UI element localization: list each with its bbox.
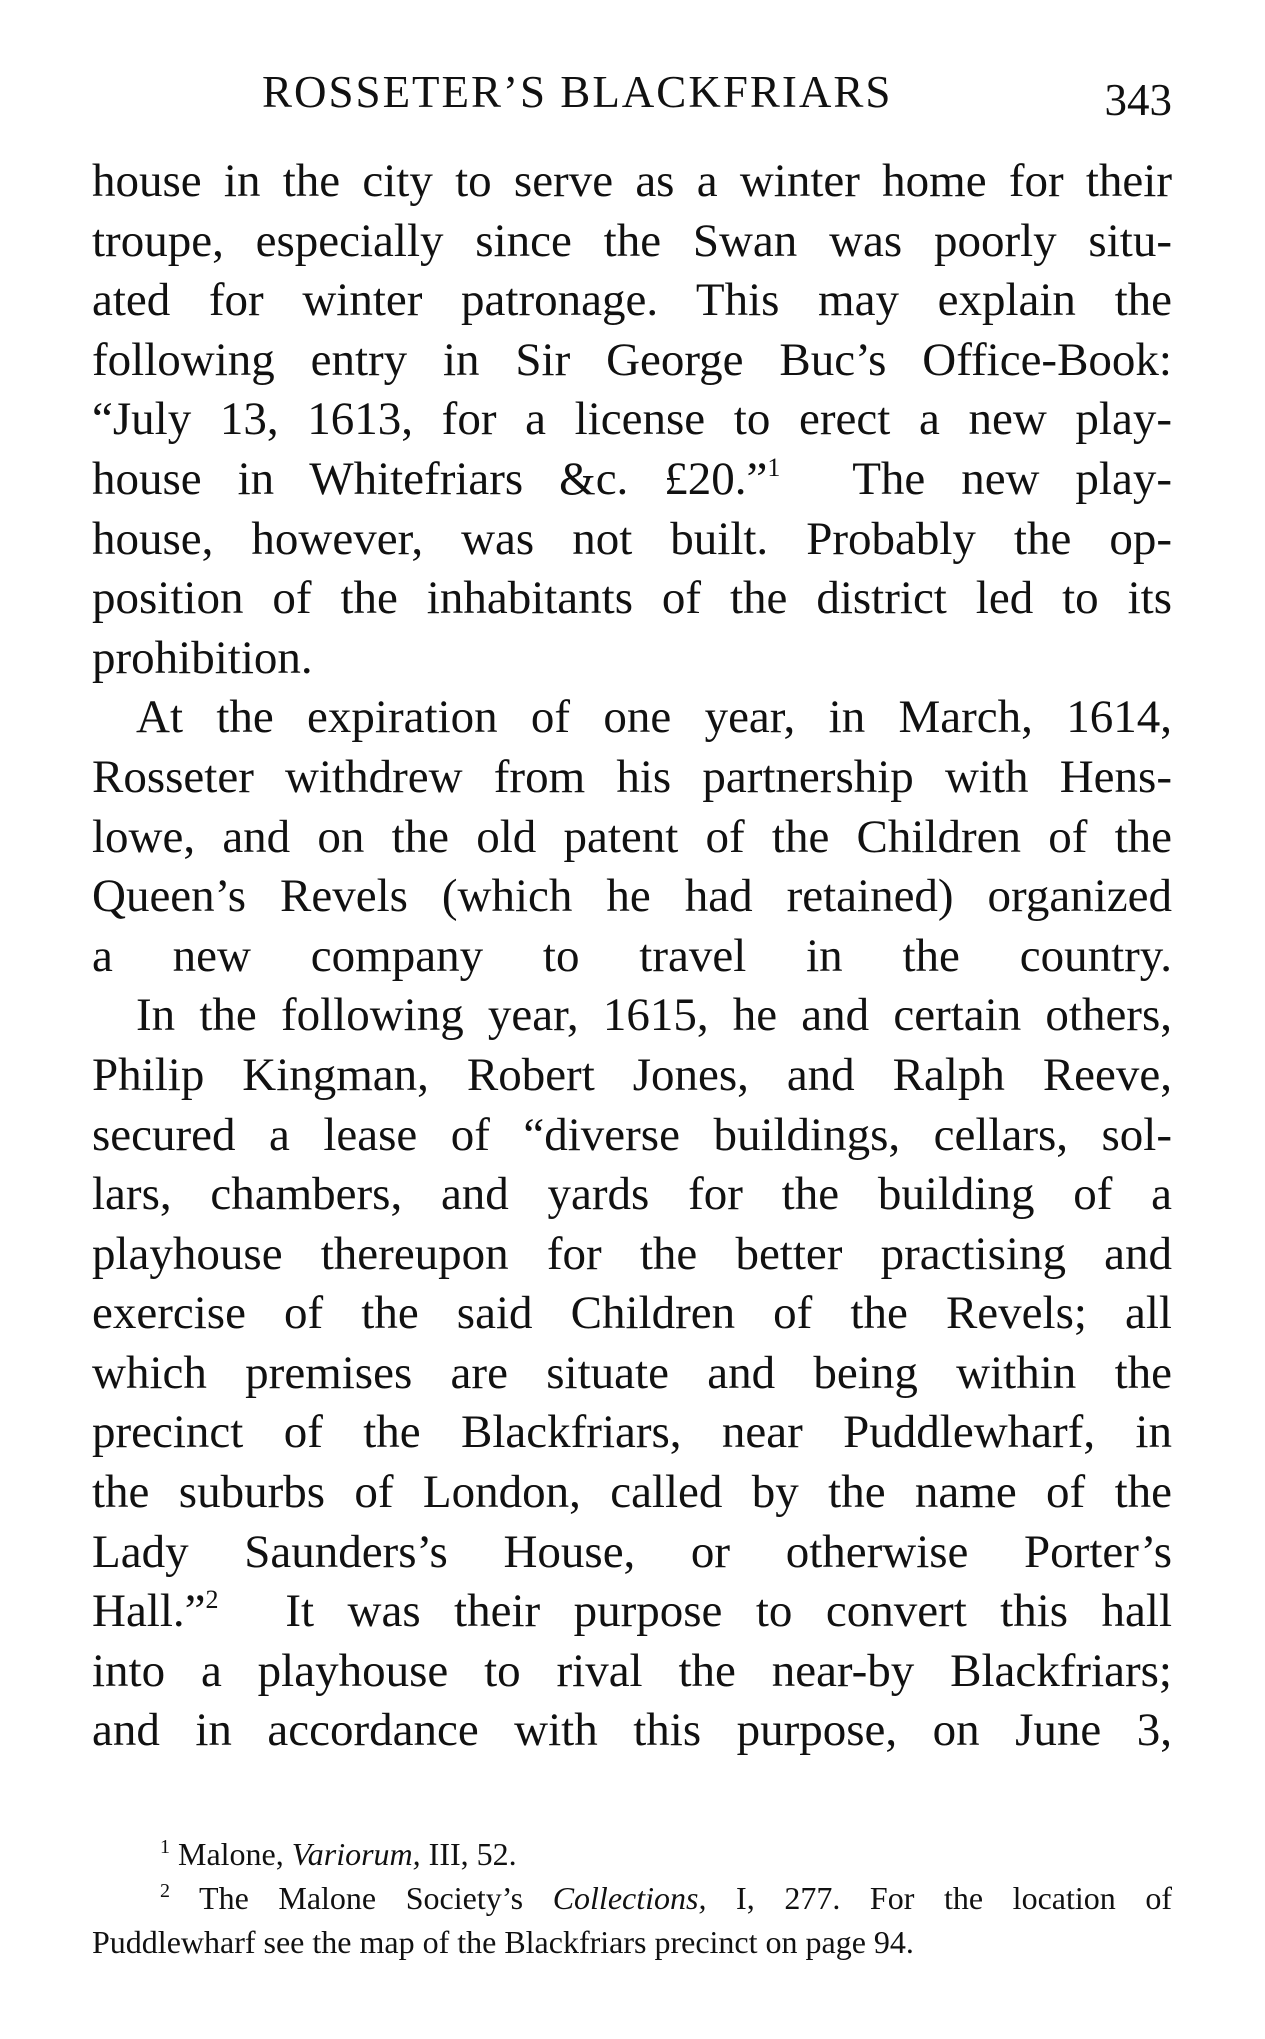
text-line: “July 13, 1613, for a license to erect a new play- xyxy=(92,393,1172,446)
text-line: At the expiration of one year, in March, 1614, xyxy=(136,691,1172,744)
text-line: precinct of the Blackfriars, near Puddlewharf, in xyxy=(92,1406,1172,1459)
footnote-ref-2[interactable]: 2 xyxy=(205,1585,219,1615)
running-title: ROSSETER’S BLACKFRIARS xyxy=(262,67,893,117)
text-line: following entry in Sir George Buc’s Office-Book: xyxy=(92,333,1172,386)
text-line xyxy=(92,1582,1172,1642)
footnote-mark: 1 xyxy=(160,1836,170,1858)
footnote-2 xyxy=(92,1876,1172,1920)
text-line: and in accordance with this purpose, on June 3, xyxy=(92,1704,1172,1757)
text-line: exercise of the said Children of the Revels; all xyxy=(92,1287,1172,1340)
footnote-ref-1[interactable]: 1 xyxy=(767,452,781,482)
footnote-2-continuation: Puddlewharf see the map of the Blackfriars precinct on page 94. xyxy=(92,1924,914,1960)
text-segment: house in Whitefriars &c. £20.” xyxy=(92,452,768,505)
footnote-text: III, 52. xyxy=(420,1836,517,1872)
footnote-title: Variorum, xyxy=(291,1836,421,1872)
paragraph-2 xyxy=(92,688,1172,986)
text-line: house, however, was not built. Probably the op- xyxy=(92,512,1172,565)
footnote-text: I, 277. For the location of xyxy=(706,1880,1172,1916)
text-line: lowe, and on the old patent of the Children of the xyxy=(92,810,1172,863)
paragraph-3 xyxy=(92,986,1172,1761)
text-line: house in the city to serve as a winter home for their xyxy=(92,155,1172,207)
text-line: lars, chambers, and yards for the building of a xyxy=(92,1168,1172,1221)
running-head xyxy=(92,62,1172,125)
text-line: a new company to travel in the country. xyxy=(92,929,1172,982)
text-line: Lady Saunders’s House, or otherwise Porter’s xyxy=(92,1525,1172,1578)
text-line: position of the inhabitants of the district led to its xyxy=(92,572,1172,625)
text-line: secured a lease of “diverse buildings, cellars, sol- xyxy=(92,1108,1172,1161)
footnote-title: Collections, xyxy=(552,1880,707,1916)
body-text xyxy=(92,152,1172,1761)
text-segment: The new play- xyxy=(852,452,1172,505)
text-line: Philip Kingman, Robert Jones, and Ralph Reeve, xyxy=(92,1048,1172,1101)
footnote-mark: 2 xyxy=(160,1880,170,1902)
text-line: which premises are situate and being within the xyxy=(92,1346,1172,1399)
text-line xyxy=(92,450,1172,510)
text-line: prohibition. xyxy=(92,631,313,684)
page-number: 343 xyxy=(1104,75,1172,125)
text-line: Queen’s Revels (which he had retained) organized xyxy=(92,870,1172,923)
text-line: playhouse thereupon for the better practising and xyxy=(92,1227,1172,1280)
footnotes xyxy=(92,1832,1172,1964)
text-segment: It was their purpose to convert this hall xyxy=(285,1585,1172,1638)
text-line: into a playhouse to rival the near-by Blackfriars; xyxy=(92,1644,1172,1697)
footnote-text: Malone, xyxy=(178,1836,292,1872)
paragraph-1 xyxy=(92,152,1172,688)
text-line: ated for winter patronage. This may explain the xyxy=(92,274,1172,327)
text-line: In the following year, 1615, he and certain others, xyxy=(136,989,1172,1042)
footnote-1 xyxy=(92,1832,1172,1876)
text-line: the suburbs of London, called by the name of the xyxy=(92,1466,1172,1519)
text-line: troupe, especially since the Swan was poorly situ- xyxy=(92,214,1172,267)
text-segment: Hall.” xyxy=(92,1585,206,1638)
footnote-text: The Malone Society’s xyxy=(199,1880,553,1916)
text-line: Rosseter withdrew from his partnership with Hens- xyxy=(92,750,1172,803)
